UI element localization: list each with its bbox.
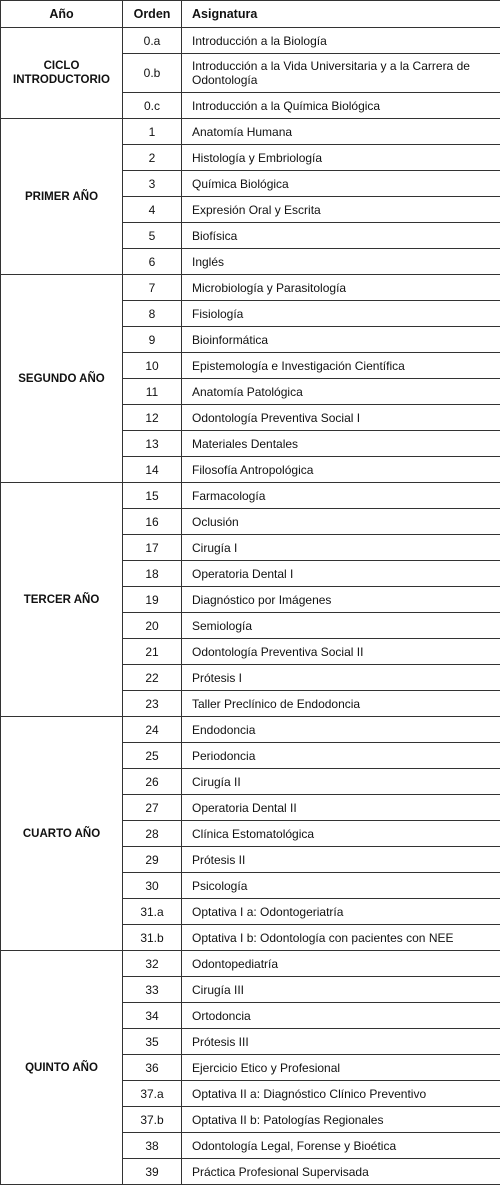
subject-cell: Anatomía Humana xyxy=(182,119,500,145)
order-cell: 31.b xyxy=(123,925,182,951)
subject-cell: Introducción a la Vida Universitaria y a la Carrera de Odontología xyxy=(182,54,500,93)
subject-cell: Cirugía I xyxy=(182,535,500,561)
subject-cell: Inglés xyxy=(182,249,500,275)
subject-cell: Optativa I b: Odontología con pacientes con NEE xyxy=(182,925,500,951)
subject-cell: Epistemología e Investigación Científica xyxy=(182,353,500,379)
order-cell: 4 xyxy=(123,197,182,223)
order-cell: 1 xyxy=(123,119,182,145)
table-row xyxy=(1,483,500,509)
order-cell: 2 xyxy=(123,145,182,171)
order-cell: 12 xyxy=(123,405,182,431)
subject-cell: Fisiología xyxy=(182,301,500,327)
year-cell: CUARTO AÑO xyxy=(1,717,123,951)
header-year: Año xyxy=(1,1,123,28)
order-cell: 36 xyxy=(123,1055,182,1081)
order-cell: 9 xyxy=(123,327,182,353)
subject-cell: Endodoncia xyxy=(182,717,500,743)
order-cell: 19 xyxy=(123,587,182,613)
table-row xyxy=(1,717,500,743)
subject-cell: Odontopediatría xyxy=(182,951,500,977)
subject-cell: Semiología xyxy=(182,613,500,639)
subject-cell: Farmacología xyxy=(182,483,500,509)
order-cell: 20 xyxy=(123,613,182,639)
year-cell: CICLO INTRODUCTORIO xyxy=(1,28,123,119)
subject-cell: Odontología Legal, Forense y Bioética xyxy=(182,1133,500,1159)
subject-cell: Bioinformática xyxy=(182,327,500,353)
order-cell: 33 xyxy=(123,977,182,1003)
subject-cell: Prótesis II xyxy=(182,847,500,873)
order-cell: 22 xyxy=(123,665,182,691)
year-cell: SEGUNDO AÑO xyxy=(1,275,123,483)
subject-cell: Oclusión xyxy=(182,509,500,535)
order-cell: 37.b xyxy=(123,1107,182,1133)
year-cell: PRIMER AÑO xyxy=(1,119,123,275)
subject-cell: Ortodoncia xyxy=(182,1003,500,1029)
table-row xyxy=(1,951,500,977)
order-cell: 38 xyxy=(123,1133,182,1159)
order-cell: 3 xyxy=(123,171,182,197)
year-cell: QUINTO AÑO xyxy=(1,951,123,1185)
order-cell: 27 xyxy=(123,795,182,821)
order-cell: 37.a xyxy=(123,1081,182,1107)
order-cell: 21 xyxy=(123,639,182,665)
subject-cell: Odontología Preventiva Social I xyxy=(182,405,500,431)
table-row xyxy=(1,28,500,54)
order-cell: 0.c xyxy=(123,93,182,119)
subject-cell: Taller Preclínico de Endodoncia xyxy=(182,691,500,717)
order-cell: 23 xyxy=(123,691,182,717)
order-cell: 6 xyxy=(123,249,182,275)
subject-cell: Odontología Preventiva Social II xyxy=(182,639,500,665)
order-cell: 5 xyxy=(123,223,182,249)
order-cell: 0.a xyxy=(123,28,182,54)
subject-cell: Práctica Profesional Supervisada xyxy=(182,1159,500,1185)
subject-cell: Histología y Embriología xyxy=(182,145,500,171)
subject-cell: Clínica Estomatológica xyxy=(182,821,500,847)
order-cell: 30 xyxy=(123,873,182,899)
order-cell: 13 xyxy=(123,431,182,457)
subject-cell: Prótesis I xyxy=(182,665,500,691)
subject-cell: Química Biológica xyxy=(182,171,500,197)
table-row xyxy=(1,119,500,145)
subject-cell: Materiales Dentales xyxy=(182,431,500,457)
subject-cell: Periodoncia xyxy=(182,743,500,769)
order-cell: 7 xyxy=(123,275,182,301)
table-row xyxy=(1,275,500,301)
order-cell: 25 xyxy=(123,743,182,769)
subject-cell: Introducción a la Química Biológica xyxy=(182,93,500,119)
subject-cell: Introducción a la Biología xyxy=(182,28,500,54)
order-cell: 16 xyxy=(123,509,182,535)
year-cell: TERCER AÑO xyxy=(1,483,123,717)
subject-cell: Filosofía Antropológica xyxy=(182,457,500,483)
subject-cell: Biofísica xyxy=(182,223,500,249)
table-body xyxy=(1,28,500,1185)
order-cell: 26 xyxy=(123,769,182,795)
subject-cell: Optativa II b: Patologías Regionales xyxy=(182,1107,500,1133)
order-cell: 14 xyxy=(123,457,182,483)
order-cell: 34 xyxy=(123,1003,182,1029)
order-cell: 0.b xyxy=(123,54,182,93)
order-cell: 39 xyxy=(123,1159,182,1185)
subject-cell: Optativa II a: Diagnóstico Clínico Preventivo xyxy=(182,1081,500,1107)
header-order: Orden xyxy=(123,1,182,28)
order-cell: 28 xyxy=(123,821,182,847)
order-cell: 35 xyxy=(123,1029,182,1055)
subject-cell: Optativa I a: Odontogeriatría xyxy=(182,899,500,925)
order-cell: 8 xyxy=(123,301,182,327)
order-cell: 32 xyxy=(123,951,182,977)
header-row xyxy=(1,1,500,28)
order-cell: 18 xyxy=(123,561,182,587)
order-cell: 24 xyxy=(123,717,182,743)
subject-cell: Cirugía II xyxy=(182,769,500,795)
subject-cell: Operatoria Dental I xyxy=(182,561,500,587)
order-cell: 11 xyxy=(123,379,182,405)
subject-cell: Ejercicio Etico y Profesional xyxy=(182,1055,500,1081)
order-cell: 17 xyxy=(123,535,182,561)
subject-cell: Microbiología y Parasitología xyxy=(182,275,500,301)
order-cell: 29 xyxy=(123,847,182,873)
subject-cell: Prótesis III xyxy=(182,1029,500,1055)
subject-cell: Cirugía III xyxy=(182,977,500,1003)
subject-cell: Psicología xyxy=(182,873,500,899)
subject-cell: Operatoria Dental II xyxy=(182,795,500,821)
order-cell: 31.a xyxy=(123,899,182,925)
subject-cell: Anatomía Patológica xyxy=(182,379,500,405)
order-cell: 10 xyxy=(123,353,182,379)
order-cell: 15 xyxy=(123,483,182,509)
subject-cell: Diagnóstico por Imágenes xyxy=(182,587,500,613)
header-subject: Asignatura xyxy=(182,1,500,28)
subject-cell: Expresión Oral y Escrita xyxy=(182,197,500,223)
